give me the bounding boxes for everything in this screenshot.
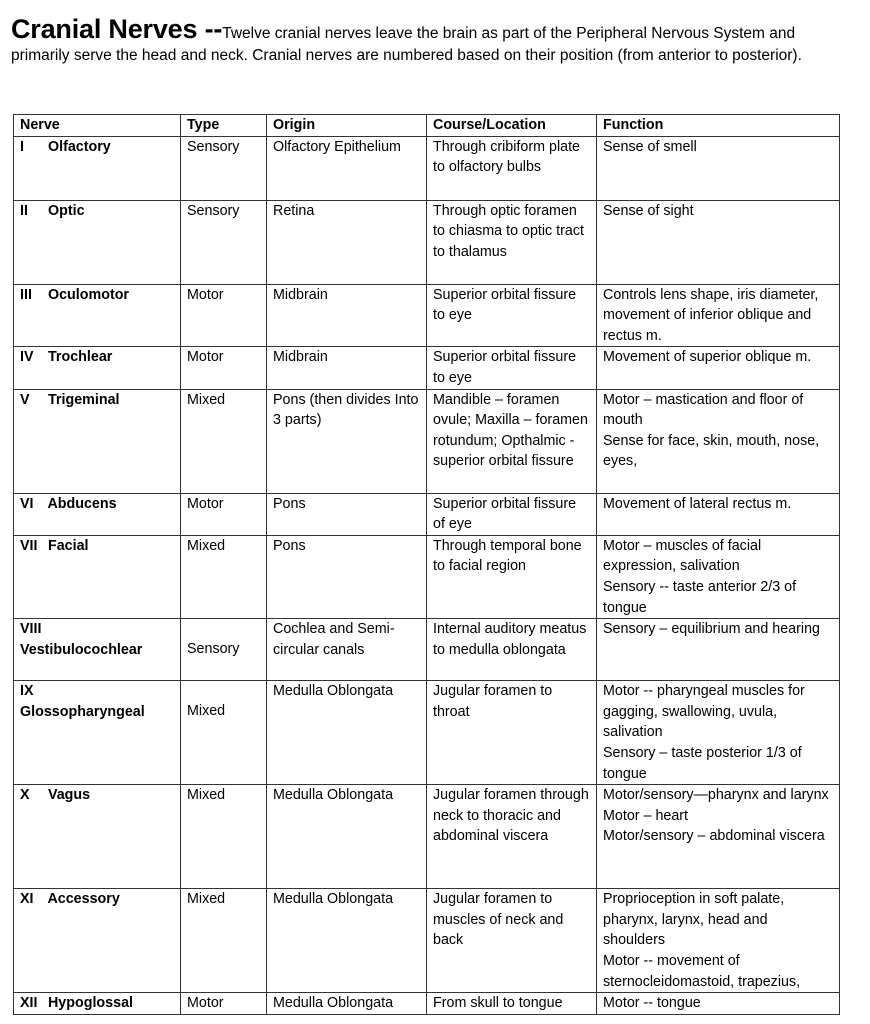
type-cell: Motor xyxy=(181,284,267,347)
nerve-cell xyxy=(14,619,181,681)
table-row xyxy=(14,535,840,618)
nerve-cell xyxy=(14,136,181,200)
column-header-nerve: Nerve xyxy=(14,115,181,137)
column-header-type: Type xyxy=(181,115,267,137)
course-cell: Jugular foramen to throat xyxy=(427,681,597,785)
origin-cell: Pons xyxy=(267,493,427,535)
type-cell: Motor xyxy=(181,993,267,1015)
nerve-number: VII xyxy=(20,537,38,554)
nerve-number: XI xyxy=(20,891,34,908)
nerve-number: III xyxy=(20,286,32,303)
nerve-cell xyxy=(14,347,181,389)
table-row xyxy=(14,889,840,993)
origin-cell: Midbrain xyxy=(267,284,427,347)
nerve-name: Oculomotor xyxy=(47,286,129,303)
nerve-number: IX xyxy=(20,683,34,700)
table-row xyxy=(14,993,840,1015)
function-cell: Controls lens shape, iris diameter, movement of inferior oblique and rectus m. xyxy=(597,284,840,347)
nerve-name: Vagus xyxy=(47,787,91,804)
table-row xyxy=(14,619,840,681)
table-body xyxy=(14,136,840,1015)
nerve-cell xyxy=(14,284,181,347)
origin-cell: Medulla Oblongata xyxy=(267,993,427,1015)
function-cell: Motor – muscles of facial expression, salivation Sensory -- taste anterior 2/3 of tongue xyxy=(597,535,840,618)
nerve-number: IV xyxy=(20,349,34,366)
course-cell: Jugular foramen through neck to thoracic and abdominal viscera xyxy=(427,785,597,889)
course-cell: Internal auditory meatus to medulla oblongata xyxy=(427,619,597,681)
table-row xyxy=(14,200,840,284)
nerve-number: VI xyxy=(20,495,34,512)
nerve-cell xyxy=(14,785,181,889)
nerve-cell xyxy=(14,200,181,284)
type-cell: Sensory xyxy=(181,136,267,200)
nerve-name: Facial xyxy=(47,537,89,554)
function-cell: Sense of sight xyxy=(597,200,840,284)
table-row xyxy=(14,681,840,785)
type-cell: Sensory xyxy=(181,200,267,284)
course-cell: Jugular foramen to muscles of neck and back xyxy=(427,889,597,993)
type-cell: Mixed xyxy=(181,535,267,618)
table-header-row xyxy=(14,115,840,137)
nerve-name: Olfactory xyxy=(47,138,111,155)
nerve-name: Trochlear xyxy=(47,349,113,366)
table-row xyxy=(14,284,840,347)
nerve-cell xyxy=(14,535,181,618)
cranial-nerves-table xyxy=(13,114,840,1015)
table-row xyxy=(14,136,840,200)
nerve-number: I xyxy=(20,138,24,155)
origin-cell: Pons xyxy=(267,535,427,618)
type-cell: Sensory xyxy=(181,619,267,681)
type-cell: Mixed xyxy=(181,889,267,993)
function-cell: Movement of superior oblique m. xyxy=(597,347,840,389)
type-cell: Motor xyxy=(181,493,267,535)
nerve-cell xyxy=(14,993,181,1015)
type-cell: Mixed xyxy=(181,785,267,889)
course-cell: Superior orbital fissure to eye xyxy=(427,284,597,347)
nerve-name: Abducens xyxy=(47,495,117,512)
table-row xyxy=(14,493,840,535)
nerve-cell xyxy=(14,681,181,785)
table-row xyxy=(14,785,840,889)
nerve-number: II xyxy=(20,202,28,219)
function-cell: Motor/sensory—pharynx and larynx Motor – heart Motor/sensory – abdominal viscera xyxy=(597,785,840,889)
origin-cell: Pons (then divides Into 3 parts) xyxy=(267,389,427,493)
origin-cell: Medulla Oblongata xyxy=(267,889,427,993)
function-cell: Sensory – equilibrium and hearing xyxy=(597,619,840,681)
column-header-function: Function xyxy=(597,115,840,137)
nerve-number: XII xyxy=(20,995,38,1012)
origin-cell: Cochlea and Semi-circular canals xyxy=(267,619,427,681)
origin-cell: Medulla Oblongata xyxy=(267,785,427,889)
nerve-number: V xyxy=(20,391,30,408)
origin-cell: Retina xyxy=(267,200,427,284)
nerve-name: Trigeminal xyxy=(47,391,120,408)
origin-cell: Midbrain xyxy=(267,347,427,389)
course-cell: Through optic foramen to chiasma to optic tract to thalamus xyxy=(427,200,597,284)
type-cell: Mixed xyxy=(181,681,267,785)
nerve-number: VIII xyxy=(20,621,42,638)
function-cell: Proprioception in soft palate, pharynx, larynx, head and shoulders Motor -- movement of sternocleidomastoid, trapezius, xyxy=(597,889,840,993)
nerve-name: Vestibulocochlear xyxy=(20,641,143,658)
table-row xyxy=(14,389,840,493)
course-cell: From skull to tongue xyxy=(427,993,597,1015)
nerve-cell xyxy=(14,889,181,993)
intro-text: Twelve cranial nerves leave the brain as part of the Peripheral Nervous System and primarily serve the head and neck. Cranial nerves are numbered based on their position (from anterior to posterior). xyxy=(11,25,802,64)
nerve-name: Optic xyxy=(47,202,85,219)
page-title: Cranial Nerves -- xyxy=(11,14,223,44)
function-cell: Motor – mastication and floor of mouth Sense for face, skin, mouth, nose, eyes, xyxy=(597,389,840,493)
nerve-cell xyxy=(14,493,181,535)
nerve-name: Accessory xyxy=(47,891,120,908)
origin-cell: Medulla Oblongata xyxy=(267,681,427,785)
function-cell: Motor -- tongue xyxy=(597,993,840,1015)
course-cell: Mandible – foramen ovule; Maxilla – foramen rotundum; Opthalmic - superior orbital fissure xyxy=(427,389,597,493)
type-cell: Mixed xyxy=(181,389,267,493)
nerve-name: Hypoglossal xyxy=(47,995,133,1012)
course-cell: Superior orbital fissure of eye xyxy=(427,493,597,535)
nerve-number: X xyxy=(20,787,30,804)
origin-cell: Olfactory Epithelium xyxy=(267,136,427,200)
function-cell: Movement of lateral rectus m. xyxy=(597,493,840,535)
course-cell: Superior orbital fissure to eye xyxy=(427,347,597,389)
nerve-cell xyxy=(14,389,181,493)
course-cell: Through cribiform plate to olfactory bulbs xyxy=(427,136,597,200)
intro-paragraph xyxy=(11,14,851,67)
nerve-name: Glossopharyngeal xyxy=(20,703,145,720)
table-row xyxy=(14,347,840,389)
function-cell: Sense of smell xyxy=(597,136,840,200)
course-cell: Through temporal bone to facial region xyxy=(427,535,597,618)
function-cell: Motor -- pharyngeal muscles for gagging, swallowing, uvula, salivation Sensory – taste posterior 1/3 of tongue xyxy=(597,681,840,785)
type-cell: Motor xyxy=(181,347,267,389)
column-header-origin: Origin xyxy=(267,115,427,137)
column-header-course: Course/Location xyxy=(427,115,597,137)
